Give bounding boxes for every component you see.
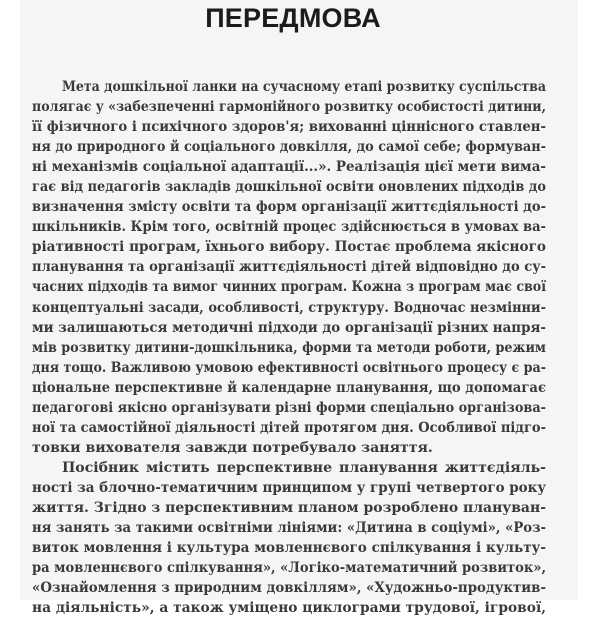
text-line: ня до природного й соціального довкілля, до самої себе; формуван- [32,139,546,156]
text-line: педагогові якісно організувати різні форми спеціально організова- [32,399,546,416]
text-line: її фізичного і психічного здоров'я; вихованні ціннісного ставлен- [32,119,546,136]
text-line: «Ознайомлення з природним довкіллям», «Художньо-продуктив- [32,580,546,597]
text-line: концептуальні засади, особливості, структуру. Водночас незмінни- [32,299,546,316]
text-line: часних підходів та вимог чинних програм. Кожна з програм має свої [32,279,546,296]
text-line: життя. Згідно з перспективним планом розроблено плануван- [32,499,546,516]
text-line: ності за блочно-тематичним принципом у групі четвертого року [32,479,546,496]
text-line: ної та самостійної діяльності дітей протягом дня. Особливої підго- [32,419,546,436]
text-line: планування та організації життєдіяльності дітей відповідно до су- [32,259,546,276]
text-line: ціональне перспективне й календарне планування, що допомагає [32,379,546,396]
text-line: на діяльність», а також уміщено циклограми трудової, ігрової, [32,600,546,617]
text-line: полягає у «забезпеченні гармонійного розвитку особистості дитини, [32,99,546,116]
text-line: товки вихователя завжди потребувало заняття. [32,439,433,456]
text-line: визначення змісту освіти та форм організації життєдіяльності до- [32,199,546,216]
text-line: виток мовлення і культура мовленнєвого спілкування і культу- [32,540,546,557]
text-line: гає від педагогів закладів дошкільної освіти оновлених підходів до [32,179,546,196]
text-line: ра мовленнєвого спілкування», «Логіко-математичний розвиток», [32,560,546,577]
text-line: ми залишаються методичні підходи до організації різних напря- [32,319,546,336]
preface-body [32,77,546,618]
text-line: ріативності програм, їхнього вибору. Постає проблема якісного [32,239,546,256]
text-line: ні механізмів соціальної адаптації...». Реалізація цієї мети вима- [32,159,546,176]
text-line: ня занять за такими освітніми лініями: «Дитина в соціумі», «Роз- [32,520,546,537]
text-line: Мета дошкільної ланки на сучасному етапі розвитку суспільства [61,79,546,95]
page-title: ПЕРЕДМОВА [205,3,381,33]
text-line: мів розвитку дитини-дошкільника, форми та методи роботи, режим [32,339,546,356]
text-line: шкільників. Крім того, освітній процес здійснюється в умовах ва- [32,219,546,236]
text-line: дня тощо. Важливою умовою ефективності освітнього процесу є ра- [32,359,546,376]
text-line: Посібник містить перспективне планування життєдіяль- [62,459,546,476]
